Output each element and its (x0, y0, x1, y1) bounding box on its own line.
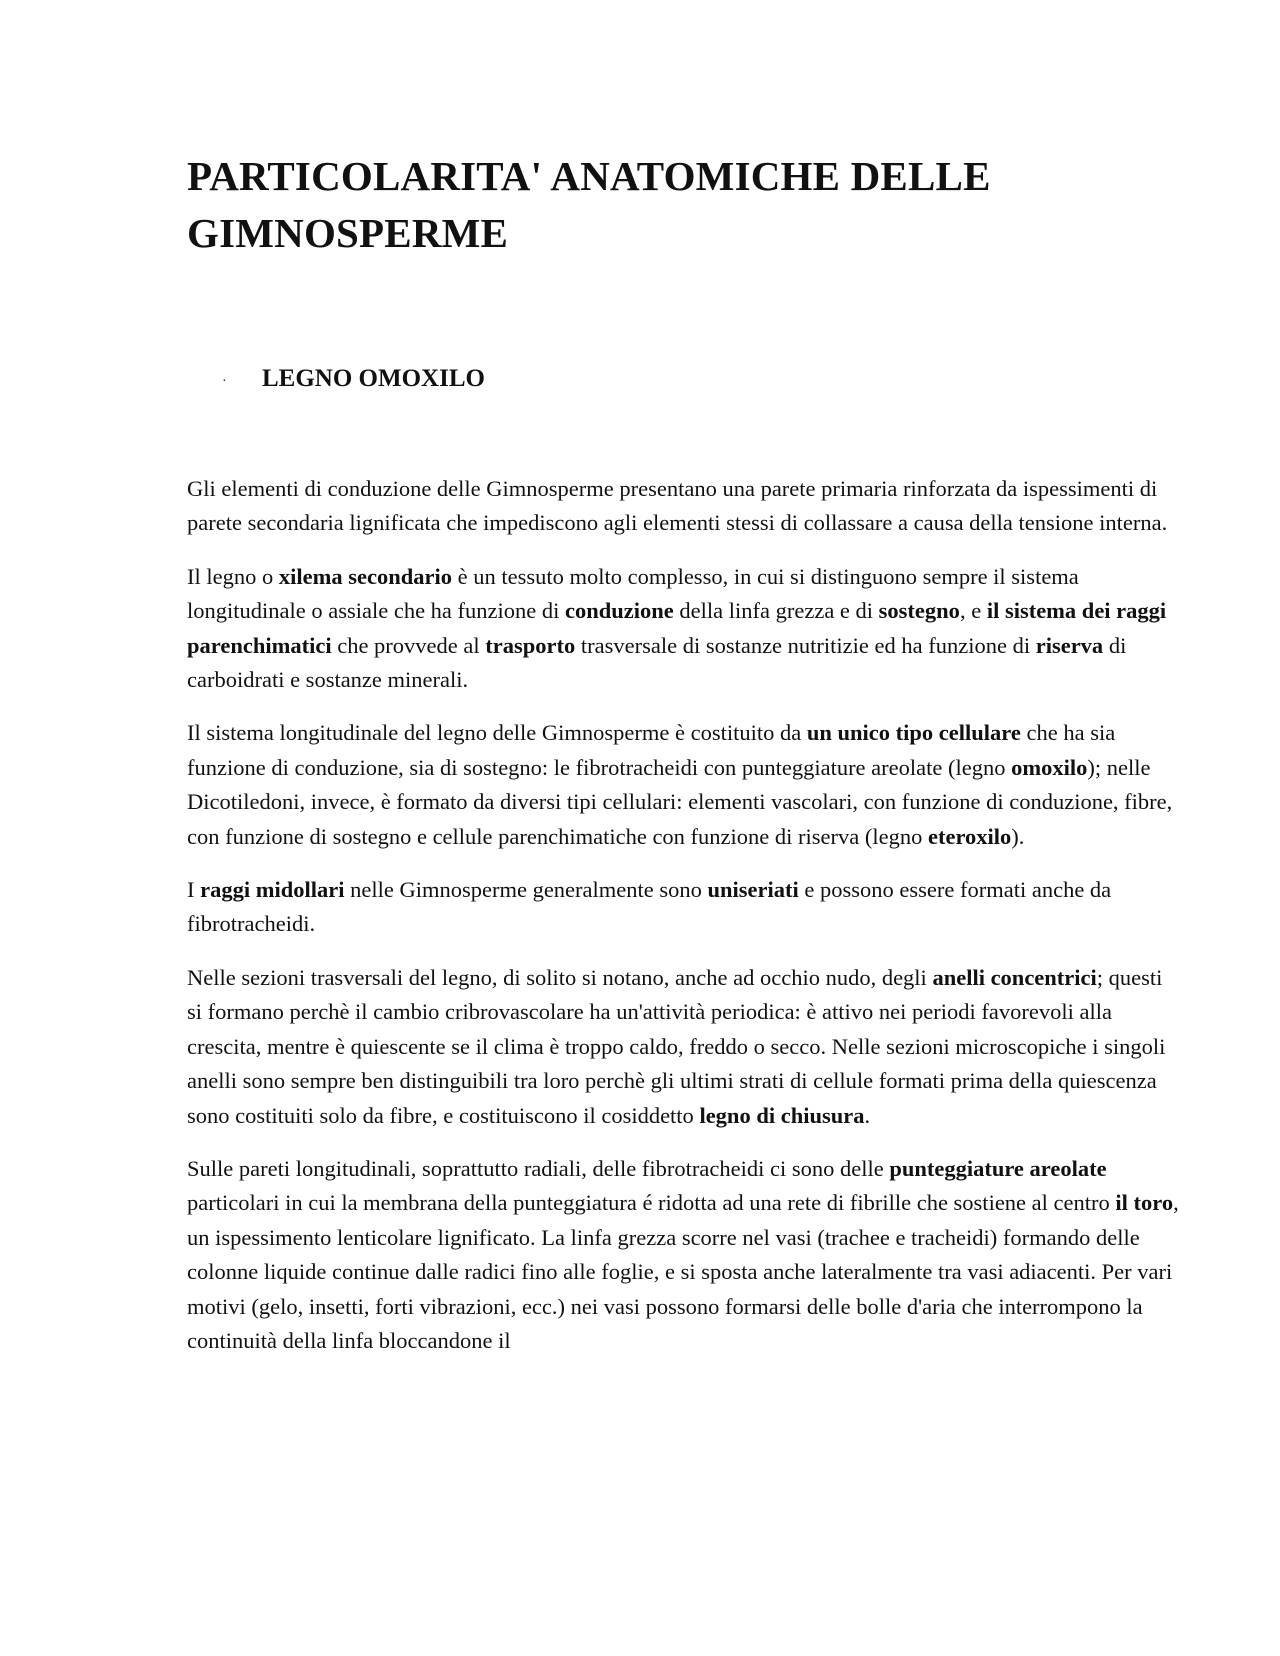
paragraph-text: , e (959, 598, 987, 624)
paragraph-text: ). (1011, 823, 1025, 849)
paragraph-text: di carboidrati e sostanze minerali. (187, 632, 1127, 693)
bold-term: sostegno (878, 598, 960, 624)
bold-term: uniseriati (707, 877, 799, 903)
paragraph-text: Il legno o (187, 563, 279, 589)
bullet-icon: · (222, 374, 227, 389)
paragraph-text: Sulle pareti longitudinali, soprattutto radiali, delle fibrotracheidi ci sono delle (187, 1155, 890, 1181)
bold-term: un unico tipo cellulare (806, 720, 1021, 746)
bold-term: anelli concentrici (932, 964, 1097, 990)
paragraph-text: è un tessuto molto complesso, in cui si distinguono sempre il sistema longitudinale o assiale che ha funzione di (187, 563, 1079, 624)
paragraph-text: che provvede al (331, 632, 486, 658)
paragraph-5 (187, 961, 1182, 1133)
paragraph-text: Gli elementi di conduzione delle Gimnosperme presentano una parete primaria rinforzata da ispessimenti di parete secondaria lignificata che impediscono agli elementi stessi di collassare a causa della tensione interna. (187, 476, 1168, 536)
paragraph-2 (187, 560, 1182, 698)
paragraph-6 (187, 1152, 1182, 1358)
bold-term: conduzione (565, 598, 674, 624)
paragraph-4 (187, 873, 1182, 942)
paragraph-text: Nelle sezioni trasversali del legno, di solito si notano, anche ad occhio nudo, degli (187, 964, 933, 990)
bold-term: il sistema dei raggi parenchimatici (187, 598, 1167, 658)
paragraph-text: Il sistema longitudinale del legno delle Gimnosperme è costituito da (187, 720, 807, 746)
body-text (187, 472, 1182, 1377)
paragraph-text: , un ispessimento lenticolare lignificato. La linfa grezza scorre nel vasi (trachee e tracheidi) formando delle colonne liquide continue dalle radici fino alle foglie, e si sposta anche lateralmente tra vasi adiacenti. Per vari motivi (gelo, insetti, forti vibrazioni, ecc.) nei vasi possono formarsi delle bolle d'aria che interrompono la continuità della linfa bloccandone il (187, 1190, 1179, 1353)
paragraph-text: e possono essere formati anche da fibrotracheidi. (187, 877, 1112, 937)
paragraph-text: I (187, 877, 201, 903)
paragraph-text: che ha sia funzione di conduzione, sia di sostegno: le fibrotracheidi con punteggiature areolate (legno (187, 720, 1116, 780)
paragraph-text: trasversale di sostanze nutritizie ed ha funzione di (575, 632, 1036, 658)
bold-term: legno di chiusura (699, 1102, 865, 1128)
paragraph-text: della linfa grezza e di (673, 598, 879, 624)
paragraph-text: particolari in cui la membrana della punteggiatura é ridotta ad una rete di fibrille che sostiene al centro (187, 1190, 1116, 1216)
bold-term: il toro (1115, 1190, 1174, 1216)
bold-term: xilema secondario (278, 563, 452, 589)
paragraph-3 (187, 716, 1182, 854)
paragraph-text: ); nelle Dicotiledoni, invece, è formato da diversi tipi cellulari: elementi vascolari, con funzione di conduzione, fibre, con funzione di sostegno e cellule parenchimatiche con funzione di riserva (legno (187, 754, 1173, 849)
paragraph-1 (187, 472, 1182, 541)
paragraph-text: ; questi si formano perchè il cambio cribrovascolare ha un'attività periodica: è attivo nei periodi favorevoli alla crescita, mentre è quiescente se il clima è troppo caldo, freddo o secco. Nelle sezioni microscopiche i singoli anelli sono sempre ben distinguibili tra loro perchè gli ultimi strati di cellule formati prima della quiescenza sono costituiti solo da fibre, e costituiscono il cosiddetto (187, 964, 1166, 1128)
bold-term: riserva (1035, 632, 1104, 658)
section-heading-text: LEGNO OMOXILO (262, 365, 485, 392)
bold-term: trasporto (485, 632, 576, 658)
bold-term: omoxilo (1011, 754, 1088, 780)
paragraph-text: . (864, 1102, 871, 1128)
bold-term: raggi midollari (200, 877, 345, 903)
section-heading (222, 362, 485, 396)
bold-term: punteggiature areolate (889, 1155, 1107, 1181)
bold-term: eteroxilo (927, 823, 1012, 849)
page-title: PARTICOLARITA' ANATOMICHE DELLE GIMNOSPERME (187, 153, 991, 256)
paragraph-text: nelle Gimnosperme generalmente sono (344, 877, 708, 903)
